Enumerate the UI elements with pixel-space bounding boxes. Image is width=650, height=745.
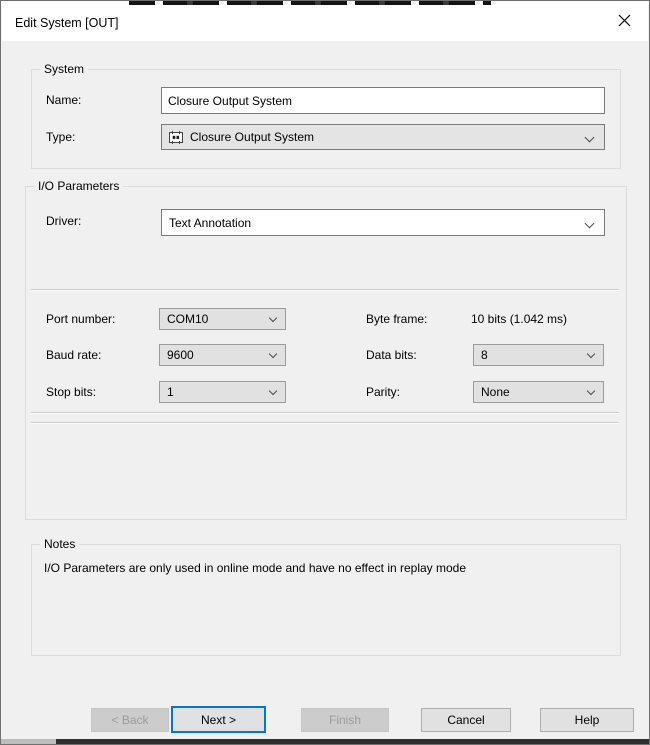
close-button[interactable] xyxy=(604,7,644,39)
baud-rate-label: Baud rate: xyxy=(46,348,102,362)
type-dropdown-value: Closure Output System xyxy=(190,130,315,144)
type-dropdown[interactable] xyxy=(161,124,605,150)
chevron-down-icon xyxy=(269,314,277,322)
notes-text: I/O Parameters are only used in online mode and have no effect in replay mode xyxy=(44,561,467,575)
finish-button: Finish xyxy=(301,708,389,732)
driver-label: Driver: xyxy=(46,214,82,228)
parity-dropdown[interactable] xyxy=(473,381,604,403)
next-button[interactable]: Next > xyxy=(171,706,266,733)
data-bits-dropdown-value: 8 xyxy=(481,348,488,362)
name-input[interactable] xyxy=(161,87,605,114)
parity-dropdown-value: None xyxy=(481,385,510,399)
system-type-icon xyxy=(168,131,184,144)
notes-group-label: Notes xyxy=(40,537,79,551)
notes-group xyxy=(31,537,621,656)
cancel-button[interactable]: Cancel xyxy=(421,708,511,732)
port-number-label: Port number: xyxy=(46,312,116,326)
parity-label: Parity: xyxy=(366,385,401,399)
system-group xyxy=(31,62,621,169)
title-bar xyxy=(2,5,648,41)
data-bits-dropdown[interactable] xyxy=(473,344,604,366)
window-bottom-edge xyxy=(1,739,650,744)
back-button: < Back xyxy=(91,708,169,732)
chevron-down-icon xyxy=(585,218,595,228)
chevron-down-icon xyxy=(587,387,595,395)
baud-rate-dropdown[interactable] xyxy=(159,344,286,366)
type-label: Type: xyxy=(46,130,76,144)
port-number-dropdown[interactable] xyxy=(159,308,286,330)
stop-bits-label: Stop bits: xyxy=(46,385,97,399)
name-label: Name: xyxy=(46,93,82,107)
separator xyxy=(31,412,619,414)
system-group-label: System xyxy=(40,62,88,76)
byte-frame-label: Byte frame: xyxy=(366,312,428,326)
driver-dropdown[interactable] xyxy=(161,209,605,236)
chevron-down-icon xyxy=(587,350,595,358)
byte-frame-value: 10 bits (1.042 ms) xyxy=(471,312,568,326)
stop-bits-dropdown-value: 1 xyxy=(167,385,174,399)
separator xyxy=(31,422,619,424)
chevron-down-icon xyxy=(269,387,277,395)
chevron-down-icon xyxy=(269,350,277,358)
chevron-down-icon xyxy=(585,133,595,143)
baud-rate-dropdown-value: 9600 xyxy=(167,348,194,362)
stop-bits-dropdown[interactable] xyxy=(159,381,286,403)
port-number-dropdown-value: COM10 xyxy=(167,312,209,326)
window-title: Edit System [OUT] xyxy=(15,16,119,30)
driver-dropdown-value: Text Annotation xyxy=(169,215,252,230)
data-bits-label: Data bits: xyxy=(366,348,417,362)
io-parameters-group-label: I/O Parameters xyxy=(34,179,123,193)
close-icon xyxy=(618,14,631,32)
help-button[interactable]: Help xyxy=(540,708,634,732)
separator xyxy=(31,289,619,291)
